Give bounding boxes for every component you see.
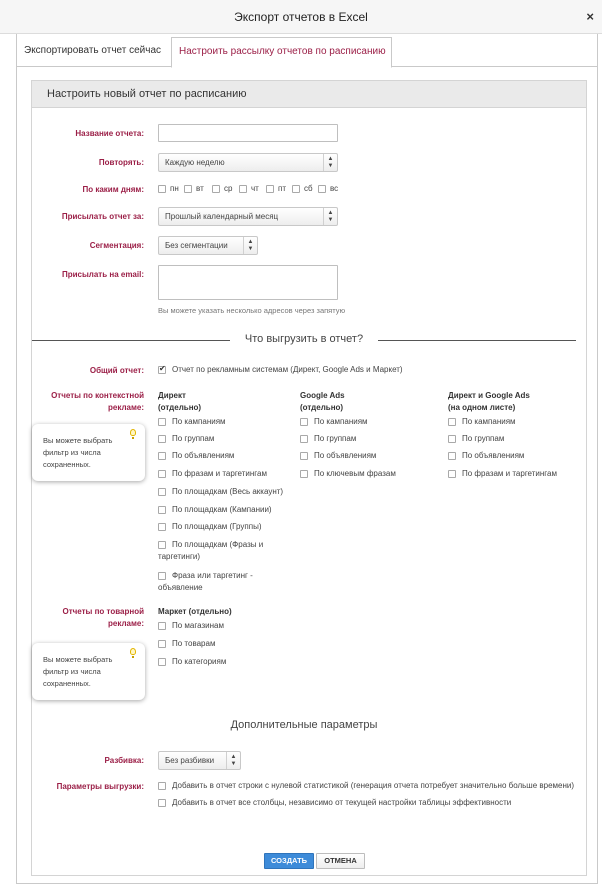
market-categories-label: По категориям <box>172 657 227 666</box>
report-name-input[interactable] <box>158 124 338 142</box>
combined-phrases-checkbox[interactable] <box>448 470 456 478</box>
day-wed-checkbox[interactable] <box>212 185 220 193</box>
product-label-2: рекламе: <box>108 619 144 628</box>
direct-phrases-checkbox[interactable] <box>158 470 166 478</box>
divider-right <box>378 340 576 341</box>
google-groups-label: По группам <box>314 434 357 443</box>
day-mon-checkbox[interactable] <box>158 185 166 193</box>
combined-campaigns-label: По кампаниям <box>462 417 516 426</box>
email-hint: Вы можете указать несколько адресов через запятую <box>158 306 346 315</box>
direct-placements-campaigns-checkbox[interactable] <box>158 506 166 514</box>
google-campaigns-label: По кампаниям <box>314 417 368 426</box>
direct-placements-groups-label: По площадкам (Группы) <box>172 522 262 531</box>
combined-phrases-label: По фразам и таргетингам <box>462 469 557 478</box>
day-tue-checkbox[interactable] <box>184 185 192 193</box>
market-shops-checkbox[interactable] <box>158 622 166 630</box>
google-keywords-checkbox[interactable] <box>300 470 308 478</box>
combined-ads-checkbox[interactable] <box>448 452 456 460</box>
context-tooltip-text: Вы можете выбрать фильтр из числа сохраненных. <box>43 436 113 469</box>
combined-column-head-1: Директ и Google Ads <box>448 391 530 400</box>
combined-column-head-2: (на одном листе) <box>448 403 516 412</box>
lightbulb-icon[interactable] <box>130 429 136 436</box>
direct-groups-label: По группам <box>172 434 215 443</box>
select-arrows-icon: ▲ ▼ <box>226 752 240 769</box>
lightbulb-icon[interactable] <box>130 648 136 655</box>
day-sun-label: вс <box>330 184 339 193</box>
google-campaigns-checkbox[interactable] <box>300 418 308 426</box>
market-categories-checkbox[interactable] <box>158 658 166 666</box>
market-products-label: По товарам <box>172 639 216 648</box>
divider-left <box>32 340 230 341</box>
google-ads-checkbox[interactable] <box>300 452 308 460</box>
direct-placements-account-checkbox[interactable] <box>158 488 166 496</box>
day-tue-label: вт <box>196 184 204 193</box>
segmentation-value: Без сегментации <box>165 241 228 250</box>
context-label-1: Отчеты по контекстной <box>51 391 144 400</box>
breakdown-label: Разбивка: <box>104 756 144 765</box>
day-thu-label: чт <box>251 184 259 193</box>
day-thu-checkbox[interactable] <box>239 185 247 193</box>
general-report-checkbox[interactable] <box>158 366 166 374</box>
select-arrows-icon: ▲ ▼ <box>243 237 257 254</box>
extra-section-title: Дополнительные параметры <box>230 719 378 731</box>
repeat-value: Каждую неделю <box>165 158 225 167</box>
what-section-title: Что выгрузить в отчет? <box>244 333 364 345</box>
day-wed-label: ср <box>224 184 233 193</box>
market-shops-label: По магазинам <box>172 621 224 630</box>
all-columns-label: Добавить в отчет все столбцы, независимо от текущей настройки таблицы эффективности <box>172 798 512 807</box>
email-label: Присылать на email: <box>61 270 144 279</box>
cancel-button[interactable]: ОТМЕНА <box>316 853 365 869</box>
period-label: Присылать отчет за: <box>61 212 144 221</box>
segmentation-select[interactable] <box>158 236 258 255</box>
day-fri-label: пт <box>278 184 286 193</box>
day-sun-checkbox[interactable] <box>318 185 326 193</box>
direct-column-head-2: (отдельно) <box>158 403 202 412</box>
direct-ads-checkbox[interactable] <box>158 452 166 460</box>
direct-phrases-label: По фразам и таргетингам <box>172 469 267 478</box>
google-column-head-1: Google Ads <box>300 391 345 400</box>
combined-campaigns-checkbox[interactable] <box>448 418 456 426</box>
direct-campaigns-label: По кампаниям <box>172 417 226 426</box>
product-filter-tooltip <box>32 643 145 700</box>
repeat-label: Повторять: <box>98 158 144 167</box>
context-label-2: рекламе: <box>108 403 144 412</box>
zero-stats-checkbox[interactable] <box>158 782 166 790</box>
google-ads-label: По объявлениям <box>314 451 377 460</box>
product-tooltip-text: Вы можете выбрать фильтр из числа сохраненных. <box>43 655 113 688</box>
direct-ads-label: По объявлениям <box>172 451 235 460</box>
params-label: Параметры выгрузки: <box>56 782 144 791</box>
direct-phrase-ad-label: Фраза или таргетинг - объявление <box>158 571 253 592</box>
window-title: Экспорт отчетов в Excel <box>234 10 368 24</box>
google-keywords-label: По ключевым фразам <box>314 469 396 478</box>
window-titlebar <box>0 0 602 34</box>
day-sat-checkbox[interactable] <box>292 185 300 193</box>
direct-groups-checkbox[interactable] <box>158 435 166 443</box>
period-select[interactable] <box>158 207 338 226</box>
breakdown-value: Без разбивки <box>165 756 215 765</box>
select-arrows-icon: ▲ ▼ <box>323 154 337 171</box>
product-label-1: Отчеты по товарной <box>62 607 144 616</box>
day-fri-checkbox[interactable] <box>266 185 274 193</box>
day-mon-label: пн <box>170 184 179 193</box>
select-arrows-icon: ▲ ▼ <box>323 208 337 225</box>
panel-title: Настроить новый отчет по расписанию <box>32 81 586 108</box>
combined-groups-checkbox[interactable] <box>448 435 456 443</box>
create-button[interactable]: СОЗДАТЬ <box>264 853 314 869</box>
zero-stats-label: Добавить в отчет строки с нулевой статистикой (генерация отчета потребует значительно больше времени) <box>172 781 575 790</box>
combined-groups-label: По группам <box>462 434 505 443</box>
direct-placements-campaigns-label: По площадкам (Кампании) <box>172 505 272 514</box>
google-groups-checkbox[interactable] <box>300 435 308 443</box>
days-label: По каким дням: <box>82 185 144 194</box>
segmentation-label: Сегментация: <box>89 241 144 250</box>
tab-bar <box>17 37 597 67</box>
all-columns-checkbox[interactable] <box>158 799 166 807</box>
market-products-checkbox[interactable] <box>158 640 166 648</box>
market-column-head: Маркет (отдельно) <box>158 607 232 616</box>
tab-schedule[interactable]: Настроить рассылку отчетов по расписанию <box>171 37 392 68</box>
breakdown-select[interactable] <box>158 751 241 770</box>
email-textarea[interactable] <box>158 265 338 300</box>
tab-export-now[interactable]: Экспортировать отчет сейчас <box>24 45 162 56</box>
google-column-head-2: (отдельно) <box>300 403 344 412</box>
general-report-label: Общий отчет: <box>89 366 144 375</box>
repeat-select[interactable] <box>158 153 338 172</box>
period-value: Прошлый календарный месяц <box>165 212 279 221</box>
direct-placements-groups-checkbox[interactable] <box>158 523 166 531</box>
context-filter-tooltip <box>32 424 145 481</box>
direct-column-head-1: Директ <box>158 391 186 400</box>
combined-ads-label: По объявлениям <box>462 451 525 460</box>
close-icon[interactable]: × <box>586 9 594 24</box>
report-name-label: Название отчета: <box>75 129 144 138</box>
general-report-checkbox-label: Отчет по рекламным системам (Директ, Google Ads и Маркет) <box>172 365 403 374</box>
direct-campaigns-checkbox[interactable] <box>158 418 166 426</box>
day-sat-label: сб <box>304 184 313 193</box>
direct-placements-account-label: По площадкам (Весь аккаунт) <box>172 487 284 496</box>
direct-placements-phrases-label: По площадкам (Фразы и таргетинги) <box>158 540 264 561</box>
